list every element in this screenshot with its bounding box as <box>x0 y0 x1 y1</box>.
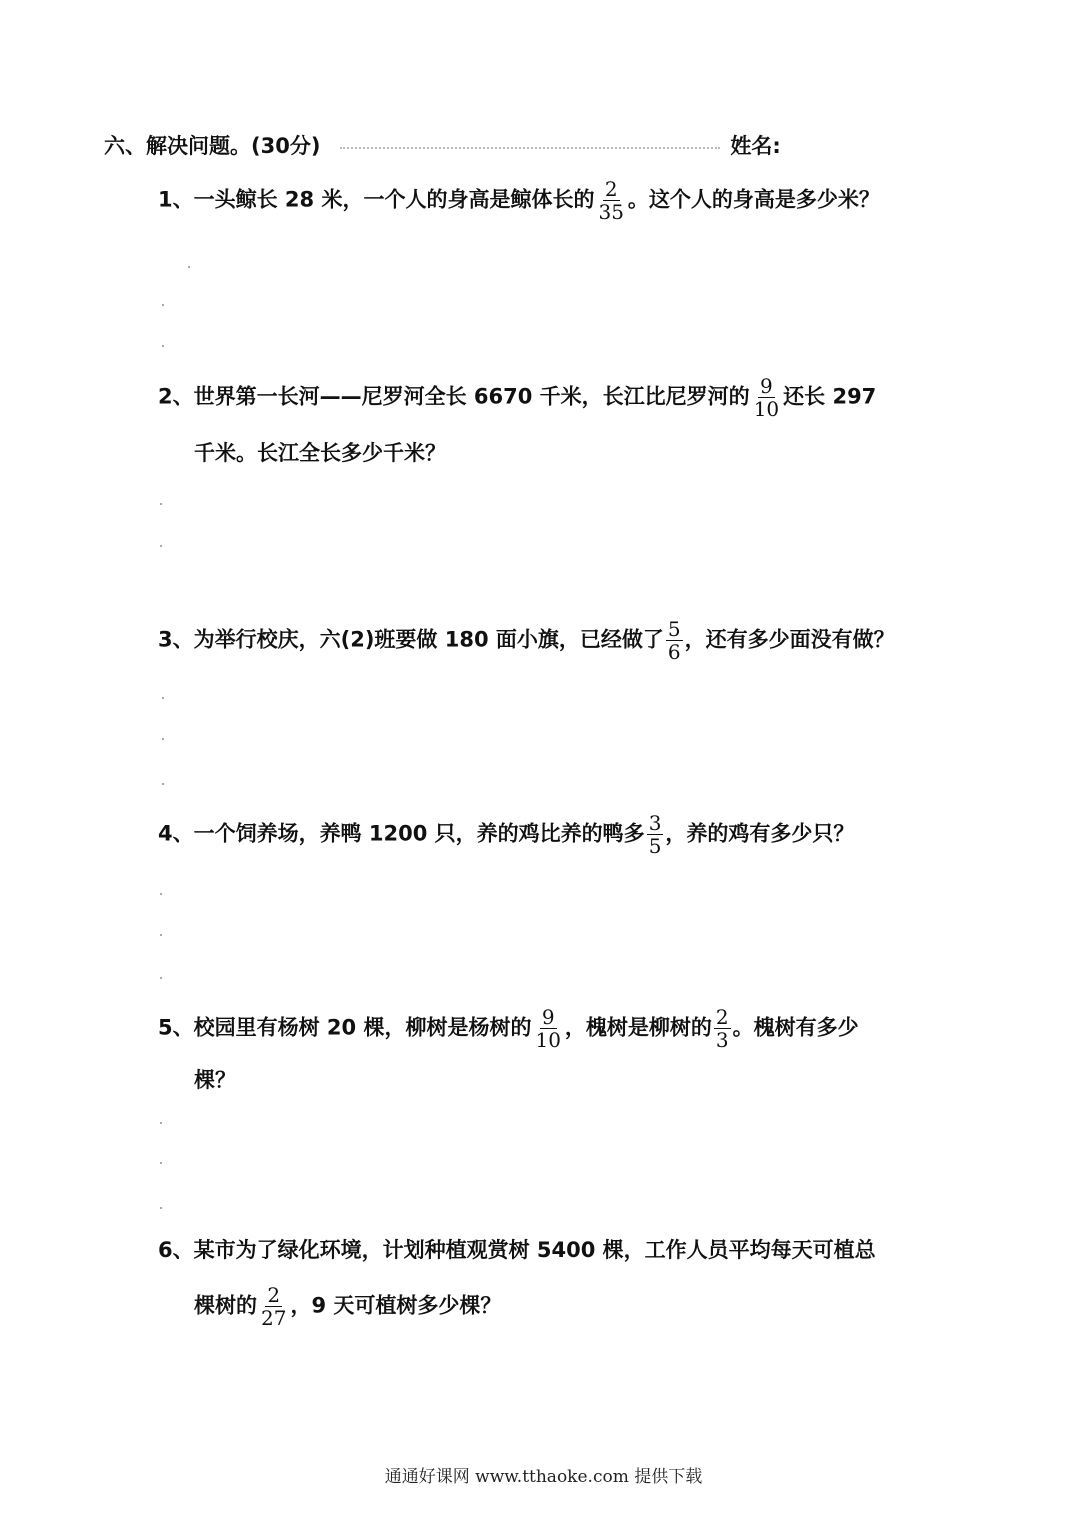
problem-1-text-end: 。这个人的身高是多少米？ <box>627 187 880 212</box>
scan-mark <box>162 304 164 306</box>
problem-2-text-end: 还长 297 <box>783 384 877 409</box>
scan-mark <box>160 1207 162 1209</box>
problem-5-text: 5、校园里有杨树 20 棵，柳树是杨树的 <box>158 1015 532 1040</box>
fraction-denominator: 6 <box>667 640 681 664</box>
problem-2 <box>158 375 876 420</box>
section-title: 六、解决问题。(30分) <box>104 134 321 158</box>
scan-mark <box>160 503 162 505</box>
fraction-denominator: 35 <box>598 200 624 224</box>
fraction-numerator: 3 <box>648 811 662 835</box>
problem-3-text-end: ，还有多少面没有做？ <box>684 627 895 652</box>
fraction-numerator: 2 <box>267 1283 281 1307</box>
fraction-denominator: 27 <box>261 1306 287 1330</box>
scan-mark <box>162 783 164 785</box>
scan-mark <box>162 345 164 347</box>
problem-4 <box>158 812 854 857</box>
fraction-denominator: 10 <box>535 1028 561 1052</box>
fraction <box>259 1284 288 1329</box>
problem-6: 6、某市为了绿化环境，计划种植观赏树 5400 棵，工作人员平均每天可植总 <box>158 1238 876 1262</box>
fraction-numerator: 2 <box>715 1005 729 1029</box>
section-heading <box>104 130 964 160</box>
fraction-numerator: 2 <box>604 177 618 201</box>
problem-4-text-end: ，养的鸡有多少只？ <box>665 821 855 846</box>
name-dotted-line <box>340 146 720 149</box>
scan-mark <box>188 266 190 268</box>
problem-3 <box>158 618 895 663</box>
fraction-numerator: 9 <box>760 374 773 398</box>
fraction <box>647 812 664 857</box>
fraction <box>596 178 625 223</box>
scan-mark <box>162 697 164 699</box>
fraction-numerator: 9 <box>541 1005 555 1029</box>
problem-5-text-middle: ，槐树是柳树的 <box>564 1015 712 1040</box>
problem-6-line-2-text: 棵树的 <box>194 1293 257 1318</box>
problem-2-text: 2、世界第一长河——尼罗河全长 6670 千米，长江比尼罗河的 <box>158 384 750 409</box>
scan-mark <box>160 934 162 936</box>
scan-mark <box>160 893 162 895</box>
problem-6-line-2-text-end: ，9 天可植树多少棵？ <box>290 1293 502 1318</box>
name-label: 姓名: <box>730 134 781 158</box>
scan-mark <box>160 1162 162 1164</box>
problem-5 <box>158 1006 859 1051</box>
problem-2-line-2: 千米。长江全长多少千米？ <box>194 441 446 465</box>
footer-credit: 通通好课网 www.tthaoke.com 提供下载 <box>384 1467 703 1487</box>
problem-6-line-2 <box>194 1284 501 1329</box>
fraction-numerator: 5 <box>667 617 681 641</box>
fraction-denominator: 10 <box>753 397 780 421</box>
scan-mark <box>160 545 162 547</box>
scan-mark <box>160 977 162 979</box>
fraction <box>714 1006 731 1051</box>
problem-5-line-2: 棵？ <box>194 1068 236 1092</box>
problem-1 <box>158 178 880 223</box>
fraction-denominator: 3 <box>715 1028 729 1052</box>
problem-1-text: 1、一头鲸长 28 米，一个人的身高是鲸体长的 <box>158 187 595 212</box>
problem-4-text: 4、一个饲养场，养鸭 1200 只，养的鸡比养的鸭多 <box>158 821 645 846</box>
scan-mark <box>162 738 164 740</box>
fraction <box>666 618 683 663</box>
problem-3-text: 3、为举行校庆，六(2)班要做 180 面小旗，已经做了 <box>158 627 664 652</box>
fraction <box>533 1006 562 1051</box>
fraction-denominator: 5 <box>648 834 662 858</box>
scan-mark <box>160 1122 162 1124</box>
fraction <box>752 375 781 420</box>
problem-5-text-end: 。槐树有多少 <box>732 1015 859 1040</box>
